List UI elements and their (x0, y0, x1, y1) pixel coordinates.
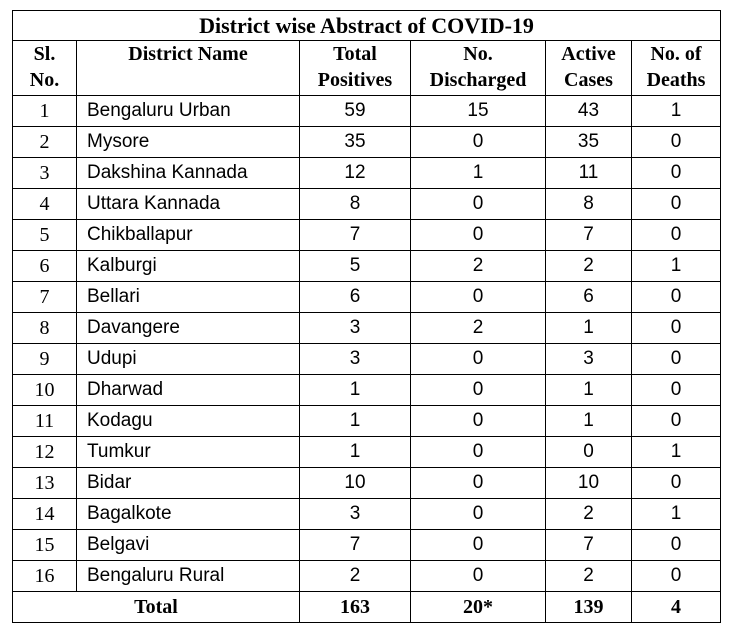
table-row (13, 313, 721, 344)
covid-abstract-table-container (12, 10, 721, 623)
cell-deaths: 0 (632, 406, 721, 437)
cell-active-cases: 1 (546, 406, 632, 437)
cell-active-cases: 2 (546, 561, 632, 592)
header-district-line1: District Name (128, 43, 248, 65)
table-row (13, 437, 721, 468)
cell-discharged: 2 (411, 251, 546, 282)
cell-active-cases: 2 (546, 251, 632, 282)
cell-district-name: Bidar (77, 468, 300, 499)
title-row (13, 11, 721, 41)
cell-total-positives: 3 (300, 499, 411, 530)
cell-total-positives: 35 (300, 127, 411, 158)
cell-total-positives: 6 (300, 282, 411, 313)
cell-district-name: Bellari (77, 282, 300, 313)
header-sl-no (13, 41, 77, 96)
total-discharged-value: 20* (411, 592, 546, 623)
cell-discharged: 0 (411, 220, 546, 251)
cell-district-name: Bagalkote (77, 499, 300, 530)
cell-total-positives: 59 (300, 96, 411, 127)
cell-deaths: 0 (632, 530, 721, 561)
header-discharged (411, 41, 546, 96)
total-active-value: 139 (546, 592, 632, 623)
cell-district-name: Mysore (77, 127, 300, 158)
cell-district-name: Uttara Kannada (77, 189, 300, 220)
cell-discharged: 0 (411, 468, 546, 499)
cell-total-positives: 3 (300, 344, 411, 375)
cell-discharged: 1 (411, 158, 546, 189)
cell-total-positives: 8 (300, 189, 411, 220)
cell-discharged: 0 (411, 375, 546, 406)
table-row (13, 406, 721, 437)
covid-district-table (12, 10, 721, 623)
header-active-line2: Cases (564, 69, 613, 91)
cell-deaths: 0 (632, 468, 721, 499)
cell-sl-no: 3 (13, 158, 77, 189)
total-positives-value: 163 (300, 592, 411, 623)
cell-sl-no: 2 (13, 127, 77, 158)
cell-active-cases: 11 (546, 158, 632, 189)
cell-deaths: 0 (632, 220, 721, 251)
header-sl-line2: No. (29, 69, 60, 91)
header-total-line1: Total (333, 43, 377, 65)
header-deaths-line2: Deaths (646, 69, 706, 91)
cell-sl-no: 8 (13, 313, 77, 344)
cell-deaths: 0 (632, 127, 721, 158)
cell-deaths: 0 (632, 313, 721, 344)
cell-discharged: 0 (411, 189, 546, 220)
cell-sl-no: 14 (13, 499, 77, 530)
table-row (13, 375, 721, 406)
table-row (13, 344, 721, 375)
cell-discharged: 15 (411, 96, 546, 127)
cell-sl-no: 7 (13, 282, 77, 313)
header-sl-line1: Sl. (33, 43, 56, 65)
cell-deaths: 1 (632, 96, 721, 127)
header-active-cases (546, 41, 632, 96)
cell-deaths: 0 (632, 189, 721, 220)
header-discharged-line1: No. (463, 43, 493, 65)
cell-sl-no: 11 (13, 406, 77, 437)
cell-active-cases: 0 (546, 437, 632, 468)
table-row (13, 468, 721, 499)
total-label: Total (13, 592, 300, 623)
total-row (13, 592, 721, 623)
cell-deaths: 0 (632, 344, 721, 375)
cell-active-cases: 1 (546, 313, 632, 344)
cell-district-name: Tumkur (77, 437, 300, 468)
table-row (13, 561, 721, 592)
cell-sl-no: 15 (13, 530, 77, 561)
cell-total-positives: 5 (300, 251, 411, 282)
cell-deaths: 0 (632, 375, 721, 406)
cell-active-cases: 3 (546, 344, 632, 375)
cell-district-name: Udupi (77, 344, 300, 375)
total-deaths-value: 4 (632, 592, 721, 623)
cell-sl-no: 9 (13, 344, 77, 375)
cell-discharged: 0 (411, 499, 546, 530)
cell-sl-no: 13 (13, 468, 77, 499)
table-row (13, 499, 721, 530)
table-row (13, 189, 721, 220)
cell-total-positives: 1 (300, 437, 411, 468)
cell-sl-no: 10 (13, 375, 77, 406)
cell-active-cases: 10 (546, 468, 632, 499)
cell-discharged: 0 (411, 437, 546, 468)
cell-district-name: Belgavi (77, 530, 300, 561)
cell-active-cases: 6 (546, 282, 632, 313)
cell-discharged: 0 (411, 530, 546, 561)
cell-district-name: Chikballapur (77, 220, 300, 251)
cell-total-positives: 1 (300, 406, 411, 437)
cell-deaths: 1 (632, 437, 721, 468)
cell-active-cases: 7 (546, 220, 632, 251)
header-active-line1: Active (561, 43, 616, 65)
header-total-line2: Positives (317, 69, 393, 91)
cell-district-name: Bengaluru Urban (77, 96, 300, 127)
cell-active-cases: 43 (546, 96, 632, 127)
cell-active-cases: 1 (546, 375, 632, 406)
cell-sl-no: 6 (13, 251, 77, 282)
table-row (13, 96, 721, 127)
cell-sl-no: 4 (13, 189, 77, 220)
table-row (13, 530, 721, 561)
cell-sl-no: 5 (13, 220, 77, 251)
cell-discharged: 0 (411, 127, 546, 158)
cell-deaths: 0 (632, 561, 721, 592)
cell-total-positives: 1 (300, 375, 411, 406)
cell-district-name: Dharwad (77, 375, 300, 406)
cell-total-positives: 7 (300, 220, 411, 251)
cell-discharged: 0 (411, 344, 546, 375)
cell-district-name: Kodagu (77, 406, 300, 437)
cell-discharged: 0 (411, 406, 546, 437)
cell-total-positives: 7 (300, 530, 411, 561)
header-deaths (632, 41, 721, 96)
cell-sl-no: 1 (13, 96, 77, 127)
table-row (13, 251, 721, 282)
cell-total-positives: 10 (300, 468, 411, 499)
cell-active-cases: 35 (546, 127, 632, 158)
cell-active-cases: 8 (546, 189, 632, 220)
cell-total-positives: 12 (300, 158, 411, 189)
cell-active-cases: 7 (546, 530, 632, 561)
cell-discharged: 0 (411, 561, 546, 592)
cell-district-name: Dakshina Kannada (77, 158, 300, 189)
cell-deaths: 0 (632, 158, 721, 189)
header-row (13, 41, 721, 96)
table-row (13, 220, 721, 251)
cell-district-name: Bengaluru Rural (77, 561, 300, 592)
cell-sl-no: 12 (13, 437, 77, 468)
cell-discharged: 2 (411, 313, 546, 344)
cell-district-name: Kalburgi (77, 251, 300, 282)
header-total-positives (300, 41, 411, 96)
header-discharged-line2: Discharged (429, 69, 527, 91)
cell-discharged: 0 (411, 282, 546, 313)
header-district-name (77, 41, 300, 96)
cell-district-name: Davangere (77, 313, 300, 344)
cell-total-positives: 3 (300, 313, 411, 344)
cell-deaths: 0 (632, 282, 721, 313)
table-title: District wise Abstract of COVID-19 (13, 11, 721, 41)
cell-total-positives: 2 (300, 561, 411, 592)
cell-sl-no: 16 (13, 561, 77, 592)
cell-deaths: 1 (632, 499, 721, 530)
table-row (13, 158, 721, 189)
table-row (13, 127, 721, 158)
header-deaths-line1: No. of (650, 43, 702, 65)
cell-active-cases: 2 (546, 499, 632, 530)
cell-deaths: 1 (632, 251, 721, 282)
table-row (13, 282, 721, 313)
